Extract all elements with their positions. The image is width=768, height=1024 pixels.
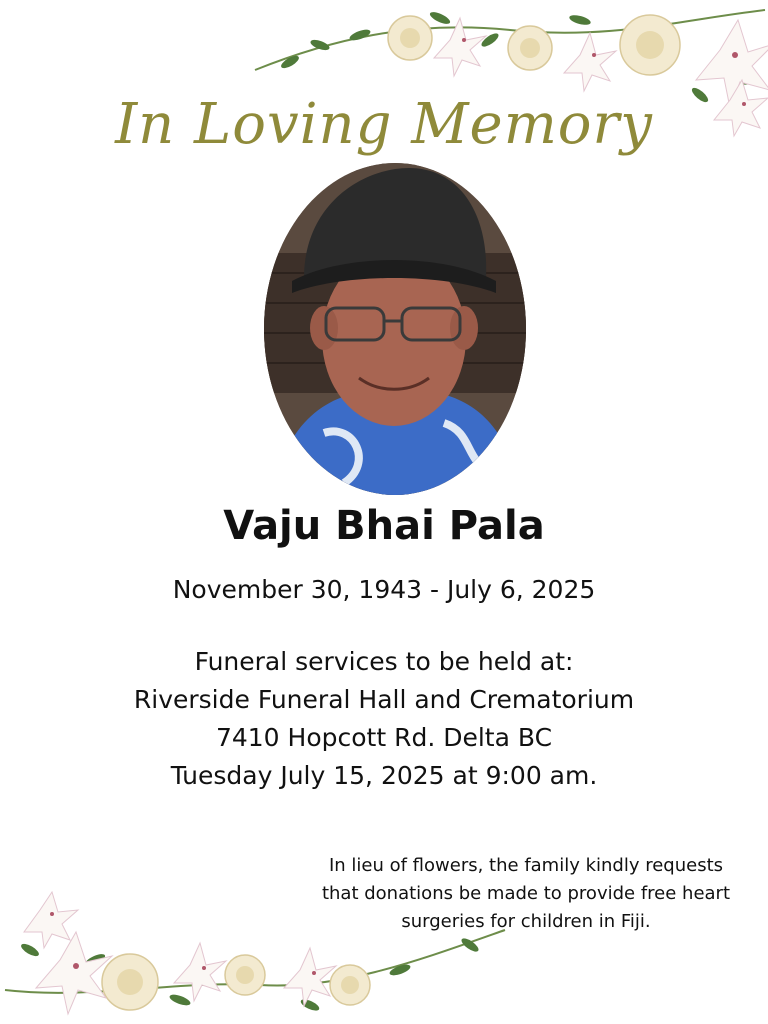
donation-note-line: that donations be made to provide free heart <box>321 883 731 904</box>
donation-note-line: surgeries for children in Fiji. <box>401 911 651 932</box>
donation-note-line: In lieu of flowers, the family kindly requests <box>328 855 724 876</box>
portrait-photo <box>264 163 526 495</box>
life-dates: November 30, 1943 - July 6, 2025 <box>172 575 596 604</box>
service-datetime: Tuesday July 15, 2025 at 9:00 am. <box>170 761 598 790</box>
deceased-name: Vaju Bhai Pala <box>223 503 545 549</box>
floral-garland-bottom <box>0 890 510 1024</box>
headline-in-loving-memory: In Loving Memory <box>115 92 653 157</box>
service-intro: Funeral services to be held at: <box>194 647 574 676</box>
funeral-service-details <box>0 643 768 795</box>
service-venue: Riverside Funeral Hall and Crematorium <box>133 685 635 714</box>
service-address: 7410 Hopcott Rd. Delta BC <box>215 723 553 752</box>
